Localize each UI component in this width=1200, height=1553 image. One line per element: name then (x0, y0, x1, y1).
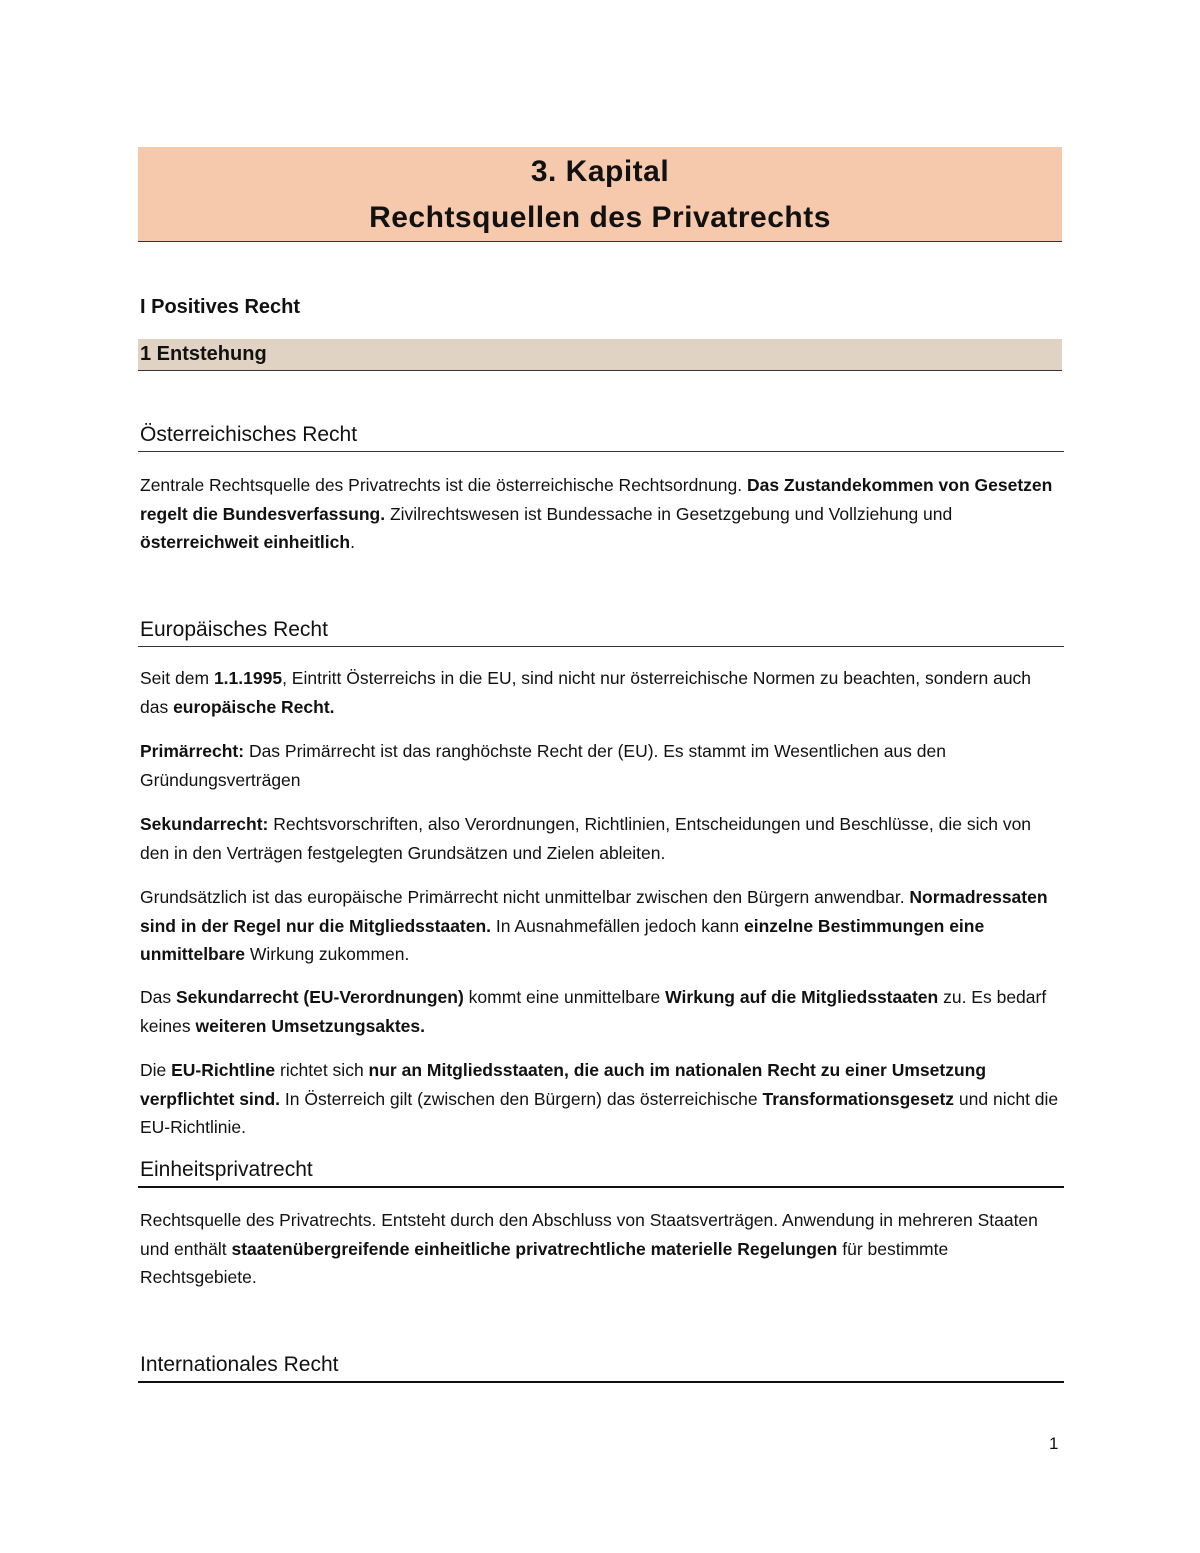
bold-text-run: Normadressaten sind in der Regel nur die Mitgliedsstaaten. (140, 887, 1048, 936)
text-run: In Ausnahmefällen jedoch kann (491, 915, 745, 936)
chapter-subtitle: Rechtsquellen des Privatrechts (369, 201, 831, 234)
text-run: und nicht die EU-Richtlinie. (140, 1088, 1059, 1137)
text-run: In Österreich gilt (zwischen den Bürgern) das österreichische (280, 1088, 763, 1109)
bold-text-run: Das Zustandekommen von Gesetzen regelt die Bundesverfassung. (140, 475, 1053, 524)
text-run: Seit dem (140, 668, 214, 688)
paragraph-einheitsprivatrecht (140, 1206, 1060, 1292)
bold-text-run: österreichweit einheitlich (140, 532, 351, 552)
text-run: Rechtsvorschriften, also Verordnungen, Richtlinien, Entscheidungen und Beschlüsse, die sich von den in den Verträgen festgelegten Grundsätzen und Zielen ableiten. (140, 814, 1032, 863)
text-run: Zentrale Rechtsquelle des Privatrechts ist die österreichische Rechtsordnung. (140, 475, 747, 495)
text-run: Die (140, 1060, 172, 1080)
bold-text-run: Sekundarrecht (EU-Verordnungen) (175, 987, 464, 1007)
bold-text-run: weiteren Umsetzungsaktes. (195, 1015, 425, 1036)
bold-text-run: staatenübergreifende einheitliche privatrechtliche materielle Regelungen (231, 1238, 838, 1259)
subsection-heading: 1 Entstehung (140, 343, 267, 365)
text-run: kommt eine unmittelbare (463, 987, 666, 1007)
bold-text-run: nur an Mitgliedsstaaten, die auch im nationalen Recht zu einer Umsetzung verpflichtet sind. (140, 1060, 987, 1109)
heading-europaeisches-recht: Europäisches Recht (138, 616, 1064, 647)
paragraph-richtlinie (140, 1056, 1060, 1142)
bold-text-run: 1.1.1995 (213, 668, 283, 688)
bold-text-run: Sekundarrecht: (140, 814, 269, 834)
text-run: . (350, 532, 355, 552)
paragraph-eu-beitritt (140, 664, 1060, 721)
paragraph-oesterreich (140, 471, 1060, 557)
paragraph-primaerrecht (140, 737, 1060, 794)
chapter-title: 3. Kapital (530, 155, 670, 188)
text-run: Wirkung zukommen. (245, 944, 410, 964)
bold-text-run: Primärrecht: (140, 741, 245, 761)
text-run: richtet sich (275, 1060, 369, 1080)
subsection-heading-box (138, 339, 1062, 371)
text-run: Das Primärrecht ist das ranghöchste Recht der (EU). Es stammt im Wesentlichen aus den Gründungsverträgen (140, 741, 946, 790)
bold-text-run: Wirkung auf die Mitgliedsstaaten (665, 987, 939, 1007)
heading-einheitsprivatrecht: Einheitsprivatrecht (138, 1156, 1064, 1188)
text-run: Zivilrechtswesen ist Bundessache in Gesetzgebung und Vollziehung und (385, 503, 953, 524)
paragraph-verordnungen (140, 983, 1060, 1040)
text-run: Das (140, 987, 176, 1007)
heading-internationales-recht: Internationales Recht (138, 1351, 1064, 1383)
text-run: Rechtsquelle des Privatrechts. Entsteht durch den Abschluss von Staatsverträgen. Anwendung in mehreren Staaten und enthält (140, 1210, 1038, 1259)
chapter-title-box (138, 147, 1062, 242)
section-heading: I Positives Recht (140, 296, 301, 318)
text-run: für bestimmte Rechtsgebiete. (140, 1238, 949, 1287)
paragraph-sekundarrecht (140, 810, 1060, 867)
text-run: Grundsätzlich ist das europäische Primärrecht nicht unmittelbar zwischen den Bürgern anwendbar. (140, 887, 910, 907)
heading-oesterreichisches-recht: Österreichisches Recht (138, 421, 1064, 452)
text-run: zu. Es bedarf keines (140, 987, 1047, 1036)
bold-text-run: Transformationsgesetz (762, 1088, 955, 1109)
paragraph-anwendbarkeit (140, 883, 1060, 969)
page-number: 1 (1049, 1434, 1059, 1453)
text-run: , Eintritt Österreichs in die EU, sind nicht nur österreichische Normen zu beachten, sondern auch das (140, 668, 1032, 717)
bold-text-run: EU-Richtline (171, 1060, 276, 1080)
bold-text-run: europäische Recht. (173, 696, 335, 717)
bold-text-run: einzelne Bestimmungen eine unmittelbare (140, 915, 985, 964)
